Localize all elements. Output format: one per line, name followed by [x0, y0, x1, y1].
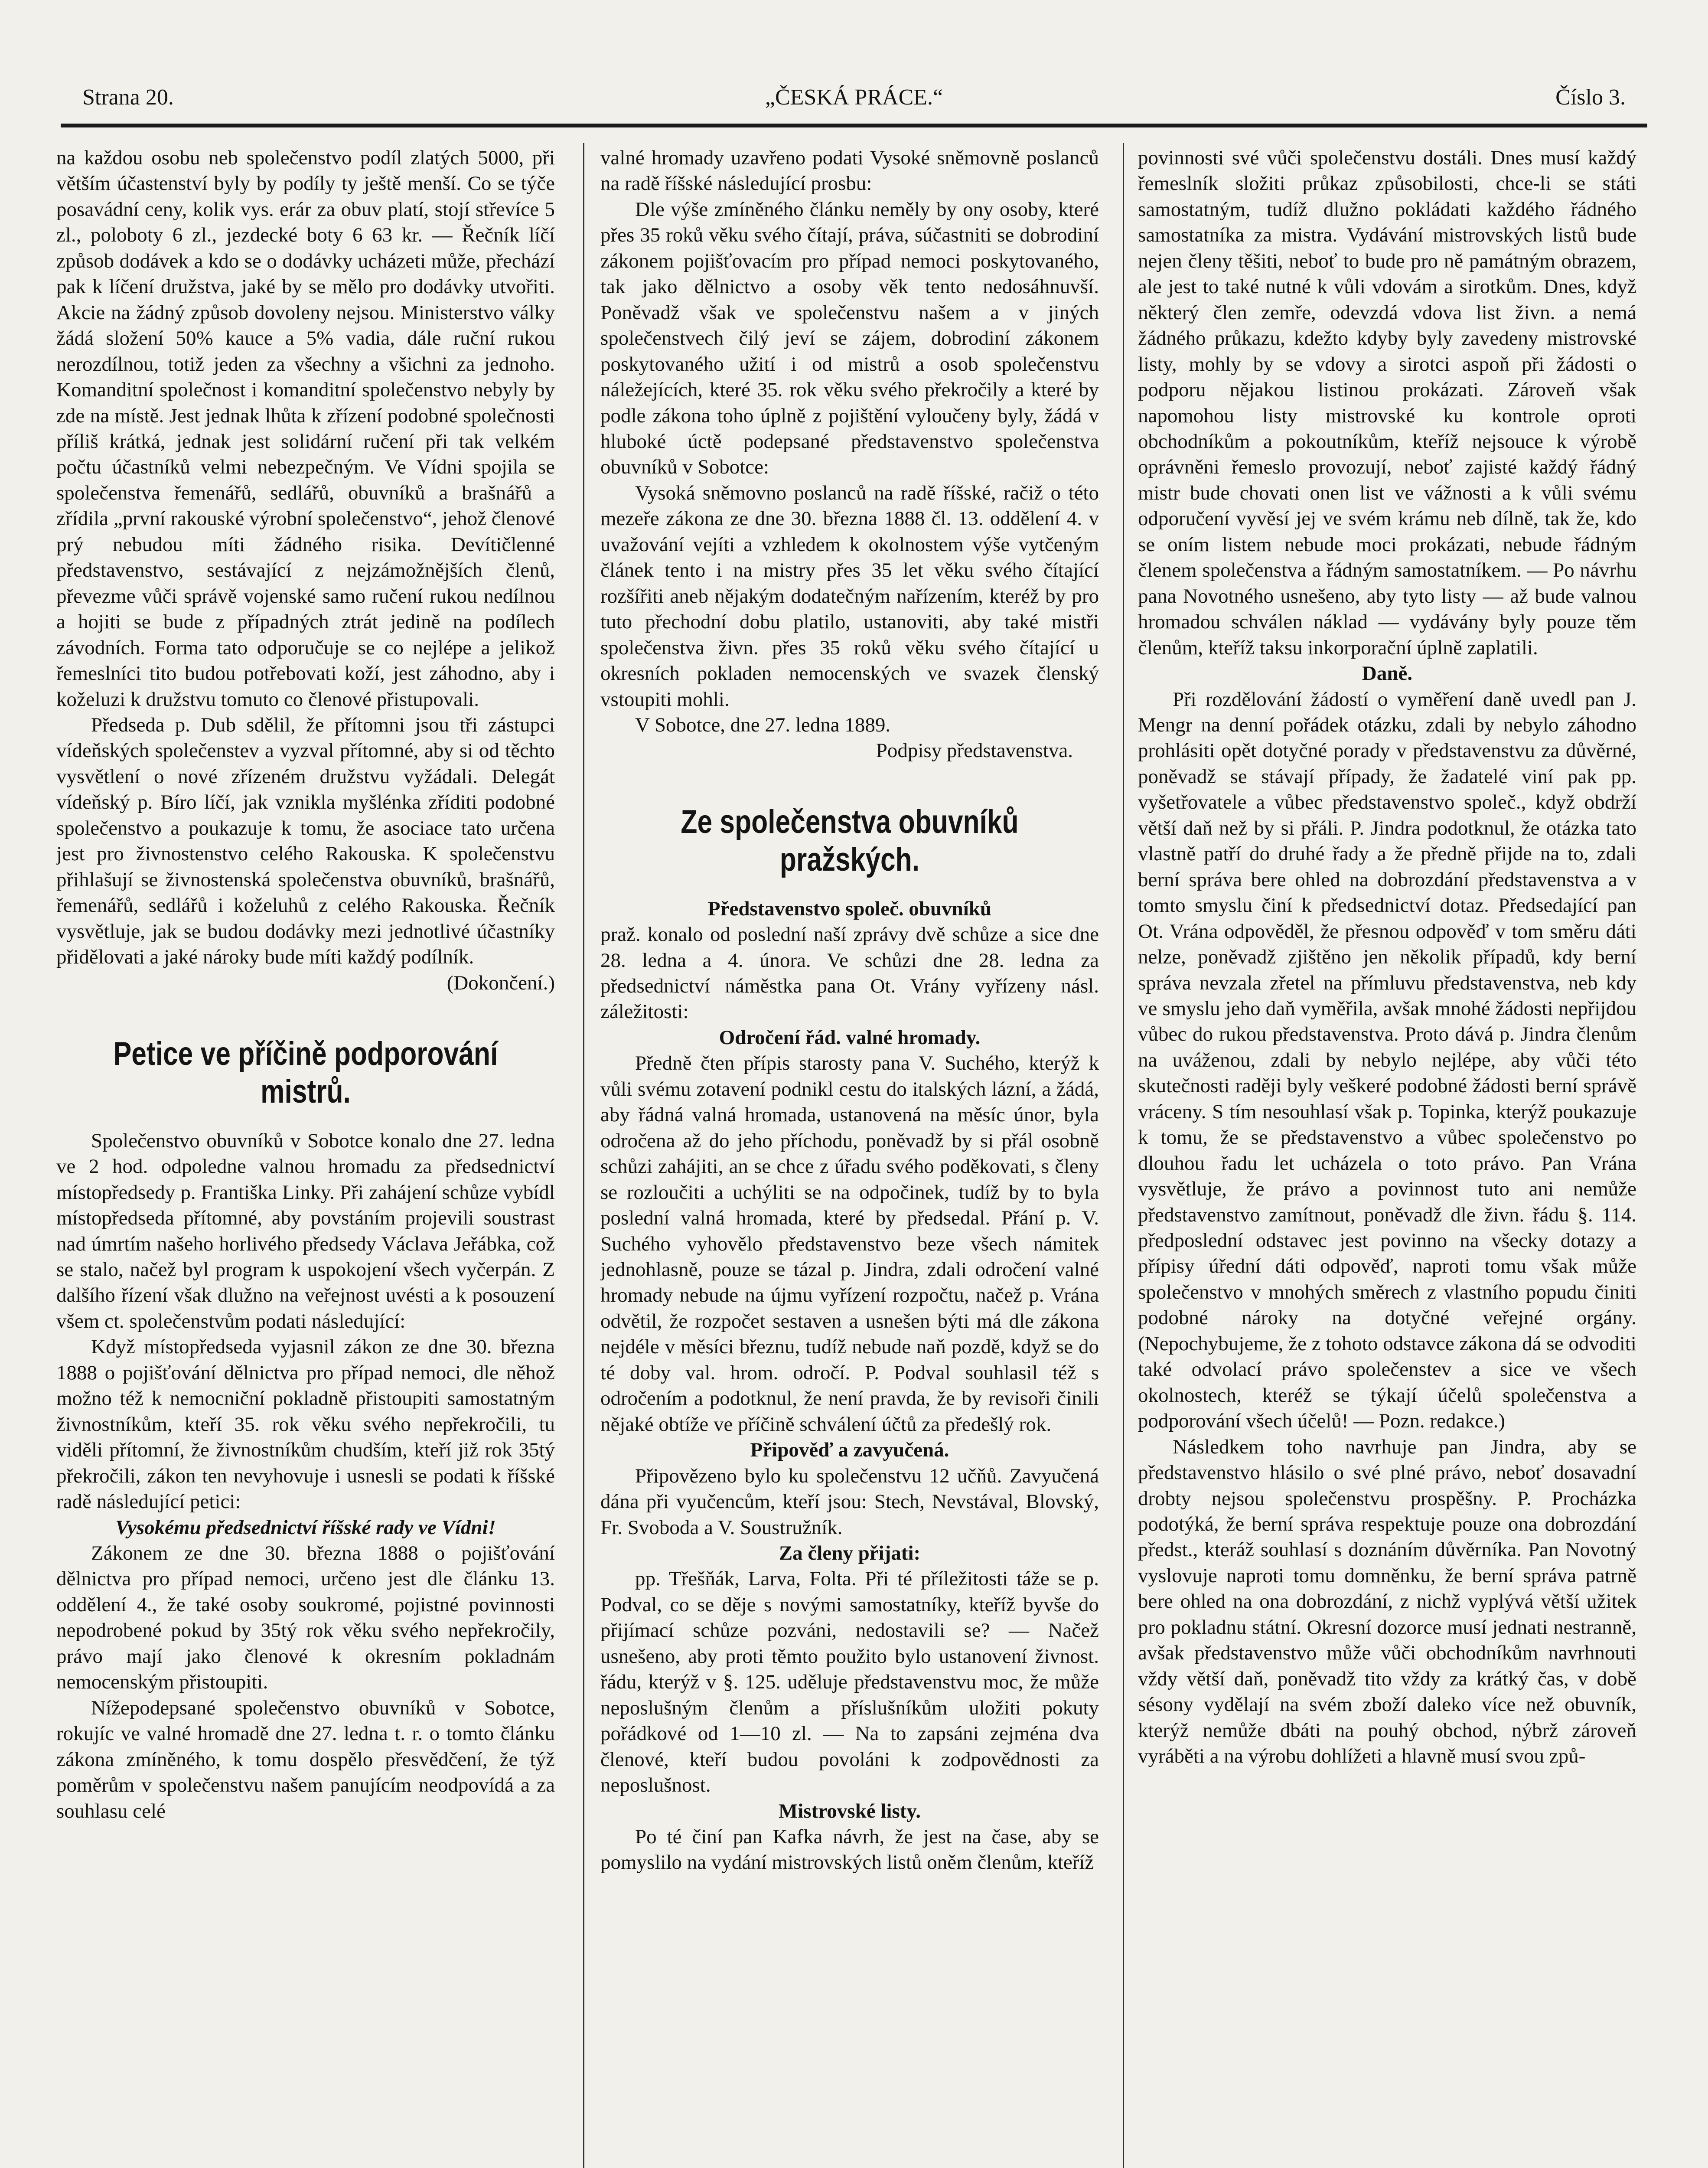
section-subhead: Připověď a zavyučená.	[750, 1439, 949, 1462]
issue-number: Číslo 3.	[1555, 85, 1626, 110]
paragraph: Zákonem ze dne 30. března 1888 o pojišťování dělnictva pro případ nemoci, určeno jest dle článku 13. oddělení 4., že také osoby soukromé, pojistné povinnosti nepodrobené pokud by 35tý rok věku svého nepřekročily, právo mají jako členové k okresním pokladnám nemocenským přistoupiti.	[56, 1541, 555, 1694]
section-subhead: Mistrovské listy.	[778, 1799, 921, 1822]
column-1	[56, 145, 555, 2168]
section-subhead: Daně.	[1362, 662, 1413, 685]
column-divider	[1123, 143, 1124, 2168]
paragraph: Při rozdělování žádostí o vyměření daně uvedl pan J. Mengr na denní pořádek otázku, zdali by nebylo záhodno prohlásiti opět dotyčné porady v představenstvu za důvěrné, poněvadž se stávají případy, že žadatelé viní pak pp. vyšetřovatele a vůbec představenstvo společ., když obdrží větší daň než by si přáli. P. Jindra podotknul, že otázka tato vlastně patří do druhé řady a že předně přijde na to, zdali berní správa bere ohled na dobrozdání představenstva a v tomto smyslu činí k předsednictví dotaz. Předsedající pan Ot. Vrána odpověděl, že přesnou odpověď v tom směru dáti nelze, poněvadž zjištěno jen několik případů, kdy berní správa nevzala zřetel na přímluvu představenstva, neb kdy ve smyslu jeho daň vyměřila, avšak mnohé žádosti nepřijdou vůbec do rukou představenstva. Proto dává p. Jindra členům na uváženou, zdali by nebylo nejlépe, aby vůči této skutečnosti raději byly veškeré podobné žádosti berní správě vráceny. S tím nesouhlasí však p. Topinka, kterýž poukazuje k tomu, že se představenstvo a vůbec společenstvo po dlouhou řadu let ucházela o toto právo. Pan Vrána vysvětluje, že právo a povinnost tuto ani nemůže představenstvo zamítnout, poněvadž dle živn. řádu §. 114. předposlední odstavec jest povinno na všecky dotazy a přípisy úřední dáti odpověď, naproti tomu však může společenstvo v mnohých směrech z vlastního popudu činiti podobné nároky na dotyčné veřejné orgány. (Nepochybujeme, že z tohoto odstavce zákona dá se odvoditi také odvolací právo společenstev a sice ve všech okolnostech, kteréž se týkají účelů společenstva a podporování všech účelů! — Pozn. redakce.)	[1138, 688, 1636, 1433]
paragraph: na každou osobu neb společenstvo podíl zlatých 5000, při větším účastenství byly by podíly ty ještě menší. Co se týče posavádní ceny, kolik vys. erár za obuv platí, stojí střevíce 5 zl., poloboty 6 zl., jezdecké boty 6 63 kr. — Řečník líčí způsob dodávek a kdo se o dodávky ucházeti může, přechází pak k líčení družstva, jaké by se mělo pro dodávky utvořiti. Akcie na žádný způsob dovoleny nejsou. Ministerstvo války žádá složení 50% kauce a 5% vadia, dále ruční rukou nerozdílnou, totiž jeden za všechny a všichni za jednoho. Komanditní společnost i komanditní společenstvo nebyly by zde na místě. Jest jednak lhůta k zřízení podobné společnosti příliš krátká, jednak jest solidární ručení při tak velkém počtu účastníků velmi nebezpečným. Ve Vídni spojila se společenstva řemenářů, sedlářů, obuvníků a brašnářů a zřídila „první rakouské výrobní společenstvo“, jehož členové prý nebudou míti žádného risika. Devítičlenné představenstvo, sestávající z nejzámožnějších členů, převezme vůči správě vojenské samo ručení rukou nedílnou a hojiti se bude z případných ztrát jedině na podílech závodních. Forma tato odporučuje se co nejlépe a jelikož řemeslníci tito budou potřebovati koží, jest záhodno, aby i koželuzi k družstvu tomuto co členové přistupovali.	[56, 147, 555, 711]
paragraph: Předně čten přípis starosty pana V. Suchého, kterýž k vůli svému zotavení podnikl cestu do italských lázní, a žádá, aby řádná valná hromada, ustanovená na měsíc únor, byla odročena až do jeho příchodu, poněvadž by si přál osobně schůzi zahájiti, an se chce z úřadu svého poděkovati, s členy se rozloučiti a uchýliti se na odpočinek, tudíž by to byla poslední valná hromada, které by předsedal. Přání p. V. Suchého vyhovělo představenstvo beze všech námitek jednohlasně, pouze se tázal p. Jindra, zdali odročení valné hromady nebude na újmu vyřízení rozpočtu, načež p. Vrána odvětil, že rozpočet sestaven a usnešen býti má dle zákona nejdéle v měsíci březnu, tudíž nebude naň pozdě, když se do té doby val. hrom. odročí. P. Podval souhlasil též s odročením a podotknul, že není pravda, že by revisoři činili nějaké obtíže ve příčině schválení účtů za předešlý rok.	[600, 1052, 1099, 1436]
header-rule	[61, 124, 1647, 127]
column-divider	[583, 143, 584, 2168]
section-subhead: Představenstvo společ. obuvníků	[707, 897, 992, 920]
paragraph: pp. Třešňák, Larva, Folta. Při té příležitosti táže se p. Podval, co se děje s novými samostatníky, kteříž byvše do přijímací schůze pozváni, nedostavili se? — Načež usnešeno, aby proti těmto použito bylo ustanovení živnost. řádu, kterýž v §. 125. uděluje představenstvu moc, že může neposlušným členům a příslušníkům uložiti pokuty pořádkové od 1—10 zl. — Na to zapsáni zejména dva členové, kteří budou povoláni k zodpovědnosti za neposlušnost.	[600, 1567, 1099, 1797]
continuation-note: (Dokončení.)	[447, 971, 555, 994]
paragraph: Společenstvo obuvníků v Sobotce konalo dne 27. ledna ve 2 hod. odpoledne valnou hromadu za předsednictví místopředsedy p. Františka Linky. Při zahájení schůze vybídl místopředseda přítomné, aby povstáním projevili soustrast nad úmrtím našeho horlivého předsedy Václava Jeřábka, což se stalo, načež byl program k uspokojení všech vyčerpán. Z dalšího řízení však dlužno na veřejnost uvésti a k posouzení všem ct. společenstvům podati následující:	[56, 1129, 555, 1332]
dateline: V Sobotce, dne 27. ledna 1889.	[635, 713, 891, 736]
column-3	[1138, 145, 1636, 2168]
paragraph: Dle výše zmíněného článku neměly by ony osoby, které přes 35 roků věku svého čítají, práva, súčastniti se dobrodiní zákonem pojišťovacím pro případ nemoci poskytovaného, tak jako dělnictvo a osoby věk tento nedosáhnuvší. Poněvadž však ve společenstvu našem a v jiných společenstvech čilý jeví se zájem, dobrodiní zákonem poskytovaného užití i od mistrů a osob společenstvu náležejících, které 35. rok věku svého překročily a které by podle zákona toho úplně z pojištění vyloučeny byly, žádá v hluboké úctě podepsané představenstvo společenstva obuvníků v Sobotce:	[600, 198, 1099, 479]
page-header	[74, 85, 1634, 115]
column-2	[600, 145, 1099, 2168]
paragraph: valné hromady uzavřeno podati Vysoké sněmovně poslanců na radě říšské následující prosbu:	[600, 147, 1099, 195]
page-number: Strana 20.	[82, 85, 174, 110]
paragraph: praž. konalo od poslední naší zprávy dvě schůze a sice dne 28. ledna a 4. února. Ve schůzi dne 28. ledna za předsednictví náměstka pana Ot. Vrány vyřízeny násl. záležitosti:	[600, 923, 1099, 1023]
paragraph: Předseda p. Dub sdělil, že přítomni jsou tři zástupci vídeňských společenstev a vyzval přítomné, aby si od těchto vysvětlení o nové zřízeném družstvu vyžádali. Delegát vídeňský p. Bíro líčí, jak vznikla myšlénka zříditi podobné společenstvo a poukazuje k tomu, že asociace tato určena jest pro živnostenstvo celého Rakouska. K společenstvu přihlašují se živnostenská společenstva obuvníků, brašnářů, řemenářů, sedlářů i koželuhů z celého Rakouska. Řečník vysvětluje, jak se budou dodávky mezi jednotlivé účastníky přidělovati a jaké nároky bude míti každý podílník.	[56, 713, 555, 969]
signature-line: Podpisy představenstva.	[876, 739, 1073, 762]
paragraph: Nížepodepsané společenstvo obuvníků v Sobotce, rokujíc ve valné hromadě dne 27. ledna t. r. o tomto článku zákona zmíněného, k tomu dospělo přesvědčení, že týž poměrům v společenstvu našem panujícím neodpovídá a za souhlasu celé	[56, 1696, 555, 1822]
petition-address: Vysokému předsednictví říšské rady ve Vídni!	[115, 1516, 496, 1539]
paragraph: Vysoká sněmovno poslanců na radě říšské, račiž o této mezeře zákona ze dne 30. března 1888 čl. 13. oddělení 4. v uvažování vejíti a vzhledem k okolnostem výše vytčeným článek tento i na mistry přes 35 let věku svého čítající rozšířiti aneb nějakým dodatečným nařízením, kteréž by pro tuto přechodní dobu platilo, ustanoviti, aby také mistři společenstva živn. přes 35 roků věku svého čítající u okresních pokladen nemocenských ve svazek členský vstoupiti mohli.	[600, 481, 1099, 711]
section-subhead: Za členy přijati:	[779, 1541, 921, 1564]
masthead-title: „ČESKÁ PRÁCE.“	[765, 85, 943, 110]
paragraph: Když místopředseda vyjasnil zákon ze dne 30. března 1888 o pojišťování dělnictva pro případ nemoci, dle něhož možno též k nemocniční pokladně přistoupiti samostatným živnostníkům, kteří 35. rok věku svého nepřekročili, tu viděli přítomní, že živnostníkům chudším, kteří již rok 35tý překročili, zákon ten nevyhovuje i usnesli se podati k říšské radě následující petici:	[56, 1335, 555, 1513]
article-title: Petice ve příčině podporování mistrů.	[113, 1035, 498, 1110]
paragraph: Následkem toho navrhuje pan Jindra, aby se představenstvo hlásilo o své plné právo, neboť dosavadní drobty nejsou společenstvu prospěšny. P. Procházka podotýká, že berní správa respektuje pouze ona dobrozdání předst., kteráž souhlasí s doznáním důvěrníka. Pan Novotný vyslovuje naproti tomu domněnku, že berní správa patrně bere ohled na ona dobrozdání, z nichž vyplývá větší užitek pro pokladnu státní. Okresní dozorce musí jednati nestranně, avšak představenstvo může vůči obchodníkům navrhnouti vždy větší daň, poněvadž tito vždy za krátký čas, v době sésony vydělají na svém zboží daleko více než obuvník, kterýž nemůže dbáti na pouhý obchod, nýbrž zároveň vyráběti a na výrobu dohlížeti a hlavně musí svou způ-	[1138, 1435, 1636, 1768]
section-subhead: Odročení řád. valné hromady.	[719, 1026, 981, 1049]
paragraph: Připovězeno bylo ku společenstvu 12 učňů. Zavyučená dána při vyučencům, kteří jsou: Stech, Nevstával, Blovský, Fr. Svoboda a V. Soustružník.	[600, 1464, 1099, 1539]
paragraph: povinnosti své vůči společenstvu dostáli. Dnes musí každý řemeslník složiti průkaz způsobilosti, chce-li se státi samostatným, tudíž dlužno pokládati každého řádného samostatníka za mistra. Vydávání mistrovských listů bude nejen členy těšiti, neboť to bude pro ně památným obrazem, ale jest to také nutné k vůli vdovám a sirotkům. Dnes, když některý člen zemře, odevzdá vdova list živn. a nemá žádného průkazu, kdežto kdyby byly zavedeny mistrovské listy, mohly by se vdovy a sirotci aspoň při žádosti o podporu nějakou listinou prokázati. Zároveň však napomohou listy mistrovské ku kontrole oproti obchodníkům a pokoutníkům, kteříž nejsouce k výrobě oprávněni řemeslo provozují, neboť zajisté každý řádný mistr bude chovati onen list ve vážnosti a k vůli svému odporučení vyvěsí jej ve svém krámu neb dílně, tak že, kdo se oním listem nebude moci prokázati, nebude řádným členem společenstva a řádným samostatníkem. — Po návrhu pana Novotného usnešeno, aby tyto listy — až bude valnou hromadou schválen náklad — vydávány byly pouze těm členům, kteříž taksu inkorporační úplně zaplatili.	[1138, 147, 1636, 659]
article-title: Ze společenstva obuvníků pražských.	[681, 803, 1019, 878]
paragraph: Po té činí pan Kafka návrh, že jest na čase, aby se pomyslilo na vydání mistrovských listů oněm členům, kteříž	[600, 1825, 1099, 1874]
